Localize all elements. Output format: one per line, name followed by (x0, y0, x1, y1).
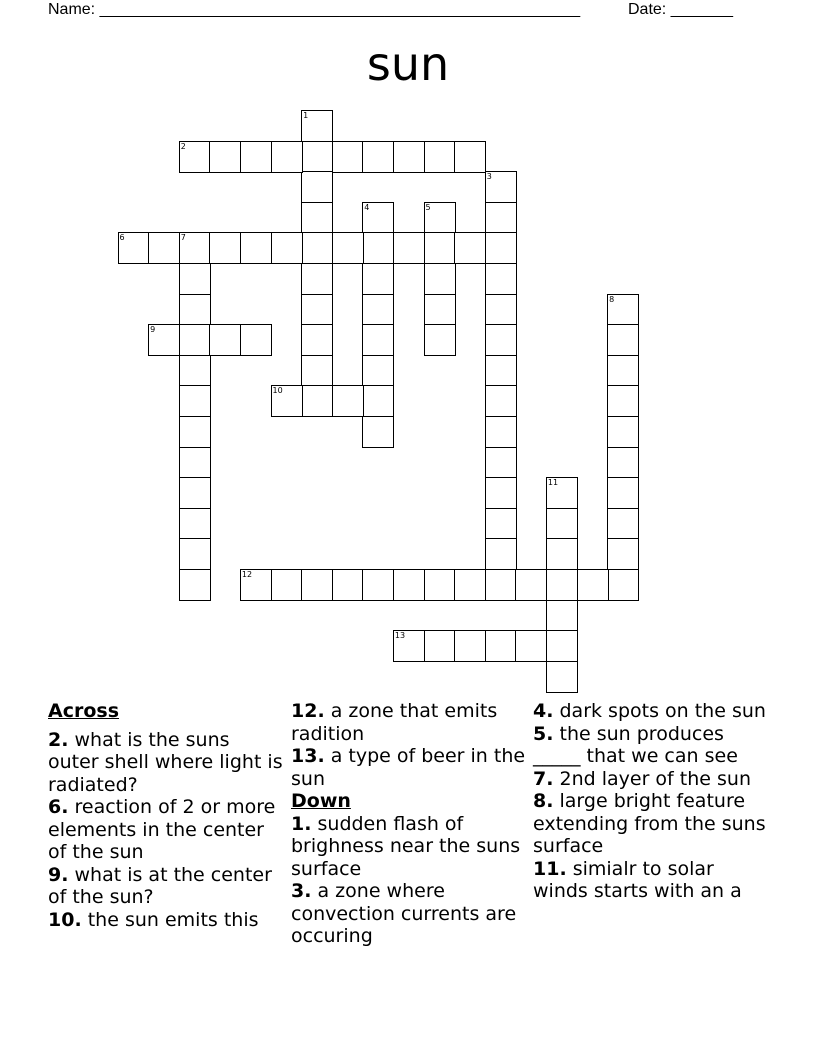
clue-across-2: 2. what is the suns outer shell where light is radiated? (48, 728, 283, 796)
clue-across-13: 13. a type of beer in the sun (291, 745, 526, 790)
crossword-cell[interactable] (301, 110, 333, 142)
crossword-cell[interactable] (454, 141, 486, 173)
crossword-cell[interactable] (362, 294, 394, 326)
crossword-cell[interactable] (179, 508, 211, 540)
crossword-cell[interactable] (301, 385, 333, 417)
crossword-cell[interactable] (607, 355, 639, 387)
crossword-cell[interactable] (607, 569, 639, 601)
crossword-cell[interactable] (362, 569, 394, 601)
crossword-cell[interactable] (424, 232, 456, 264)
clue-number: 11 (547, 478, 559, 488)
crossword-cell[interactable] (607, 385, 639, 417)
crossword-cell[interactable] (301, 232, 333, 264)
crossword-cell[interactable] (271, 569, 303, 601)
crossword-cell[interactable] (546, 508, 578, 540)
clue-number: 5 (425, 202, 431, 212)
crossword-cell[interactable] (607, 508, 639, 540)
crossword-cell[interactable] (485, 232, 517, 264)
crossword-cell[interactable] (424, 202, 456, 234)
crossword-cell[interactable] (424, 263, 456, 295)
crossword-cell[interactable] (454, 569, 486, 601)
crossword-cell[interactable] (485, 538, 517, 570)
clue-across-10: 10. the sun emits this (48, 908, 259, 931)
crossword-cell[interactable] (332, 385, 364, 417)
crossword-cell[interactable] (515, 569, 547, 601)
crossword-cell[interactable] (362, 355, 394, 387)
crossword-cell[interactable] (179, 569, 211, 601)
crossword-cell[interactable] (301, 171, 333, 203)
clues-column-1 (48, 700, 283, 931)
crossword-cell[interactable] (332, 232, 364, 264)
crossword-cell[interactable] (179, 141, 211, 173)
crossword-cell[interactable] (240, 232, 272, 264)
crossword-cell[interactable] (485, 416, 517, 448)
crossword-cell[interactable] (485, 569, 517, 601)
crossword-cell[interactable] (362, 416, 394, 448)
crossword-cell[interactable] (209, 324, 241, 356)
clue-number: 12 (241, 570, 253, 579)
clue-down-11: 11. simialr to solar winds starts with an a (533, 857, 742, 902)
clue-number: 4 (364, 202, 370, 212)
crossword-cell[interactable] (301, 141, 333, 173)
clues-column-3 (533, 700, 768, 903)
crossword-cell[interactable] (332, 141, 364, 173)
crossword-cell[interactable] (179, 232, 211, 264)
crossword-cell[interactable] (515, 630, 547, 662)
crossword-cell[interactable] (485, 477, 517, 509)
crossword-cell[interactable] (546, 477, 578, 509)
crossword-cell[interactable] (301, 569, 333, 601)
crossword-cell[interactable] (393, 232, 425, 264)
page-title: sun (366, 37, 450, 91)
down-heading: Down (291, 790, 351, 812)
crossword-cell[interactable] (362, 385, 394, 417)
crossword-cell[interactable] (607, 294, 639, 326)
crossword-cell[interactable] (485, 171, 517, 203)
crossword-cell[interactable] (209, 232, 241, 264)
date-line: Date: _______ (628, 1, 733, 18)
clue-across-12: 12. a zone that emits radition (291, 700, 498, 745)
crossword-cell[interactable] (485, 385, 517, 417)
crossword-cell[interactable] (546, 630, 578, 662)
clue-number: 1 (303, 111, 309, 120)
crossword-cell[interactable] (424, 569, 456, 601)
crossword-cell[interactable] (362, 263, 394, 295)
crossword-cell[interactable] (485, 263, 517, 295)
crossword-cell[interactable] (271, 232, 303, 264)
crossword-cell[interactable] (485, 508, 517, 540)
crossword-cell[interactable] (301, 202, 333, 234)
crossword-cell[interactable] (271, 385, 303, 417)
crossword-cell[interactable] (546, 569, 578, 601)
crossword-cell[interactable] (301, 294, 333, 326)
crossword-cell[interactable] (179, 355, 211, 387)
clue-down-4: 4. dark spots on the sun (533, 700, 766, 722)
clue-across-9: 9. what is at the center of the sun? (48, 863, 272, 908)
clue-number: 7 (180, 233, 186, 243)
clue-number: 6 (119, 233, 125, 243)
crossword-cell[interactable] (607, 324, 639, 356)
crossword-cell[interactable] (485, 355, 517, 387)
clue-across-6: 6. reaction of 2 or more elements in the center of the sun (48, 796, 276, 863)
crossword-cell[interactable] (179, 385, 211, 417)
crossword-cell[interactable] (454, 630, 486, 662)
crossword-cell[interactable] (332, 569, 364, 601)
crossword-cell[interactable] (546, 600, 578, 632)
clues-column-2 (291, 700, 526, 948)
crossword-cell[interactable] (424, 294, 456, 326)
crossword-cell[interactable] (179, 294, 211, 326)
name-line: Name: ______________________________________________________ (48, 1, 581, 18)
crossword-cell[interactable] (179, 416, 211, 448)
clue-number: 2 (180, 141, 186, 151)
crossword-cell[interactable] (485, 630, 517, 662)
clue-number: 8 (609, 294, 615, 304)
clue-number: 13 (394, 631, 406, 641)
clue-down-1: 1. sudden flash of brighness near the suns surface (291, 812, 521, 880)
crossword-cell[interactable] (485, 447, 517, 479)
clue-number: 9 (150, 325, 156, 335)
crossword-cell[interactable] (118, 232, 150, 264)
crossword-cell[interactable] (271, 141, 303, 173)
crossword-cell[interactable] (179, 324, 211, 356)
crossword-cell[interactable] (240, 569, 272, 601)
crossword-cell[interactable] (424, 630, 456, 662)
crossword-cell[interactable] (240, 141, 272, 173)
crossword-cell[interactable] (301, 324, 333, 356)
crossword-cell[interactable] (607, 538, 639, 570)
crossword-cell[interactable] (454, 232, 486, 264)
crossword-cell[interactable] (301, 263, 333, 295)
crossword-cell[interactable] (607, 416, 639, 448)
crossword-cell[interactable] (424, 141, 456, 173)
crossword-cell[interactable] (362, 324, 394, 356)
crossword-cell[interactable] (607, 447, 639, 479)
crossword-cell[interactable] (485, 324, 517, 356)
crossword-cell[interactable] (546, 661, 578, 693)
crossword-cell[interactable] (179, 477, 211, 509)
clue-down-7: 7. 2nd layer of the sun (533, 767, 751, 790)
clue-number: 10 (272, 386, 283, 396)
crossword-cell[interactable] (362, 141, 394, 173)
clue-number: 3 (486, 172, 492, 182)
crossword-cell[interactable] (362, 232, 394, 264)
crossword-cell[interactable] (577, 569, 609, 601)
crossword-cell[interactable] (485, 202, 517, 234)
across-heading: Across (48, 700, 120, 722)
crossword-cell[interactable] (607, 477, 639, 509)
crossword-cell[interactable] (179, 538, 211, 570)
crossword-cell[interactable] (148, 324, 180, 356)
crossword-cell[interactable] (240, 324, 272, 356)
crossword-cell[interactable] (179, 263, 211, 295)
crossword-cell[interactable] (209, 141, 241, 173)
clue-down-8: 8. large bright feature extending from the suns surface (533, 790, 766, 857)
crossword-cell[interactable] (546, 538, 578, 570)
crossword-cell[interactable] (393, 630, 425, 662)
clue-down-3: 3. a zone where convection currents are occuring (291, 880, 517, 947)
crossword-cell[interactable] (485, 294, 517, 326)
crossword-cell[interactable] (301, 355, 333, 387)
crossword-cell[interactable] (393, 141, 425, 173)
crossword-cell[interactable] (424, 324, 456, 356)
crossword-cell[interactable] (179, 447, 211, 479)
crossword-cell[interactable] (148, 232, 180, 264)
crossword-cell[interactable] (393, 569, 425, 601)
crossword-cell[interactable] (362, 202, 394, 234)
clue-down-5: 5. the sun produces _____ that we can see (533, 722, 738, 767)
